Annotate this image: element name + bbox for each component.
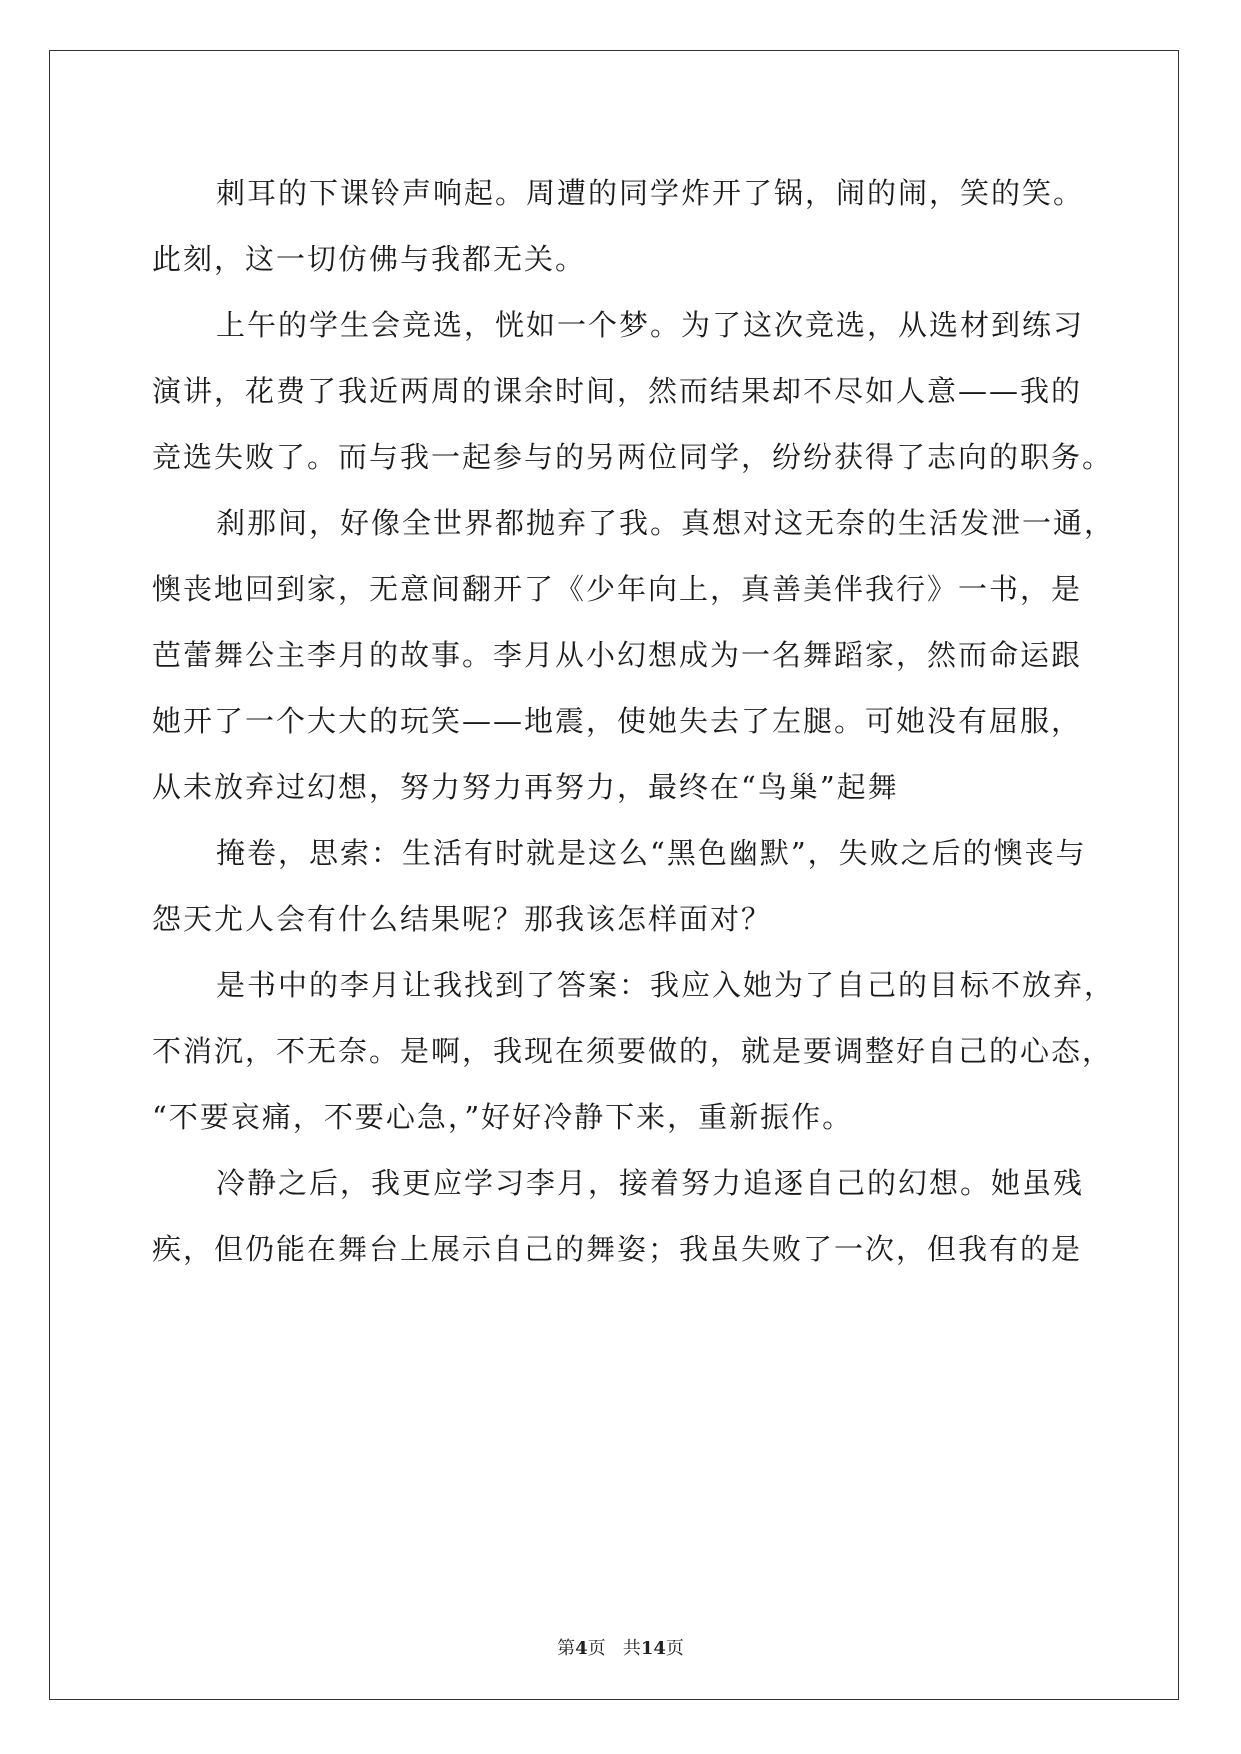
footer-prefix: 第: [557, 1638, 576, 1659]
text-line: 竞选失败了。而与我一起参与的另两位同学，纷纷获得了志向的职务。: [152, 440, 1114, 474]
text-line: 芭蕾舞公主李月的故事。李月从小幻想成为一名舞蹈家，然而命运跟: [152, 638, 1083, 672]
page-footer: [0, 1634, 1241, 1660]
document-body: [152, 160, 1116, 1282]
text-line: 怨天尤人会有什么结果呢？那我该怎样面对？: [152, 902, 773, 936]
text-line: 刺耳的下课铃声响起。周遭的同学炸开了锅，闹的闹，笑的笑。: [216, 176, 1085, 210]
text-line: 从未放弃过幻想，努力努力再努力，最终在“鸟巢”起舞: [152, 770, 899, 804]
current-page-number: 4: [575, 1638, 588, 1659]
text-line: 不消沉，不无奈。是啊，我现在须要做的，就是要调整好自己的心态，: [152, 1034, 1114, 1068]
footer-total-prefix: 共: [622, 1638, 641, 1659]
footer-page-unit: 页: [587, 1638, 606, 1659]
text-line: 是书中的李月让我找到了答案：我应入她为了自己的目标不放弃，: [216, 968, 1116, 1002]
text-line: 懊丧地回到家，无意间翻开了《少年向上，真善美伴我行》一书，是: [152, 572, 1083, 606]
text-line: 演讲，花费了我近两周的课余时间，然而结果却不尽如人意——我的: [152, 374, 1083, 408]
text-line: 此刻，这一切仿佛与我都无关。: [152, 242, 587, 276]
total-pages-number: 14: [640, 1638, 666, 1659]
text-line: 她开了一个大大的玩笑——地震，使她失去了左腿。可她没有屈服，: [152, 704, 1083, 738]
text-line: 冷静之后，我更应学习李月，接着努力追逐自己的幻想。她虽残: [216, 1166, 1085, 1200]
text-line: 刹那间，好像全世界都抛弃了我。真想对这无奈的生活发泄一通，: [216, 506, 1116, 540]
footer-total-unit: 页: [665, 1638, 684, 1659]
text-line: “不要哀痛，不要心急，”好好冷静下来，重新振作。: [152, 1100, 854, 1134]
text-line: 疾，但仍能在舞台上展示自己的舞姿；我虽失败了一次，但我有的是: [152, 1232, 1083, 1266]
text-line: 上午的学生会竞选，恍如一个梦。为了这次竞选，从选材到练习: [216, 308, 1085, 342]
text-line: 掩卷，思索：生活有时就是这么“黑色幽默”，失败之后的懊丧与: [216, 836, 1087, 870]
